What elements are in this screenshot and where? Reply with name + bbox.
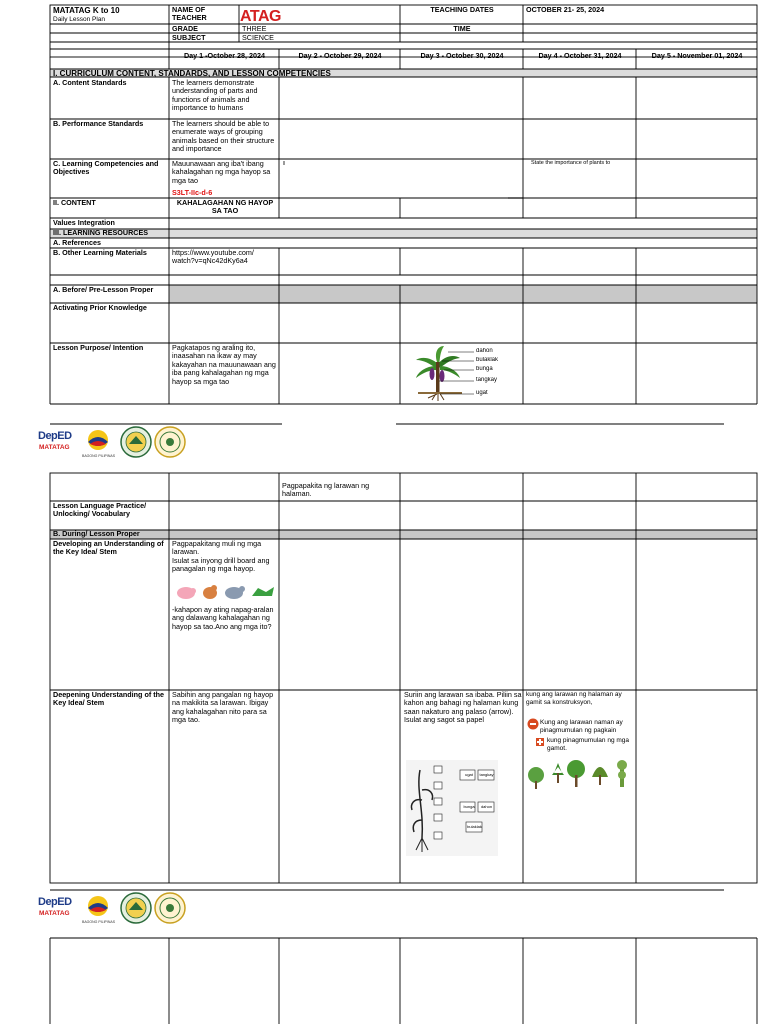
deepening-day4-c: kung pinagmumulan ng mga gamot. [547,737,630,752]
plant-label-1: dahon [476,348,493,354]
developing-day1-a: Pagpapakitang muli ng mga larawan. [172,540,262,557]
doc-type: Daily Lesson Plan [53,16,106,23]
division-seal-icon [154,892,186,924]
grade-label: GRADE [172,25,198,33]
bagong-pilipinas-text: BAGONG PILIPINAS [82,454,116,458]
plant-label-4: tangkay [476,377,498,383]
deepening-day3: Suriin ang larawan sa ibaba. Piliin sa kahon ang bahagi ng halaman kung saan nakaturo ang palaso (arrow). Isulat ang sagot sa papel [404,691,522,725]
section-3-heading: III. LEARNING RESOURCES [53,229,149,237]
worksheet-label-5: bulaklak [467,824,482,829]
deepening-day1: Sabihin ang pangalan ng hayop na makikita sa larawan. Ibigay ang kahalagahan nito para sa mga tao. [172,691,274,725]
subject-label: SUBJECT [172,34,206,42]
plant-types-illustration [526,755,634,791]
plant-label-3: bunga [476,366,493,372]
performance-standards-label: B. Performance Standards [53,120,144,128]
school-seal-icon [120,426,152,458]
bagong-pilipinas-logo [82,894,114,922]
teaching-dates-value: OCTOBER 21- 25, 2024 [526,6,605,14]
plant-label-5: ugat [476,390,488,396]
language-practice-label: Lesson Language Practice/ Unlocking/ Vocabulary [53,502,147,519]
grade-value: THREE [242,25,267,33]
competencies-day1: Mauunawaan ang iba't ibang kahalagahan ng mga hayop sa mga tao [172,160,271,185]
worksheet-label-3: bunga [463,804,475,809]
school-seal-icon [120,892,152,924]
performance-standards-day1: The learners should be able to enumerate ways of grouping animals based on their structure and importance [172,120,275,154]
during-lesson-label: B. During/ Lesson Proper [53,530,140,538]
division-seal-icon [154,426,186,458]
values-integration-label: Values Integration [53,219,115,227]
construction-symbol-icon [527,718,539,730]
animal-icons-row [174,582,280,602]
developing-label: Developing an Understanding of the Key Idea/ Stem [53,540,164,557]
developing-day1-b: Isulat sa inyong drill board ang panagalan ng mga hayop. [172,557,270,574]
other-materials-day1: https://www.youtube.com/ watch?v=qNc42dKy6a4 [172,249,254,266]
before-lesson-label: A. Before/ Pre-Lesson Proper [53,286,154,294]
content-label: II. CONTENT [53,199,96,207]
day-3-header: Day 3 - October 30, 2024 [420,52,504,60]
day-4-header: Day 4 - October 31, 2024 [538,52,622,60]
developing-day1-c: -kahapon ay ating napag-aralan ang dalawang kahalagahan ng hayop sa tao.Ano ang mga ito? [172,606,274,631]
deepening-label: Deepening Understanding of the Key Idea/ Stem [53,691,165,708]
section-1-heading: I. CURRICULUM CONTENT, STANDARDS, AND LESSON COMPETENCIES [53,69,331,78]
references-label: A. References [53,239,101,247]
day-1-header: Day 1 -October 28, 2024 [183,52,266,60]
worksheet-label-1: ugat [465,772,473,777]
activating-knowledge-label: Activating Prior Knowledge [53,304,147,312]
bagong-pilipinas-text: BAGONG PILIPINAS [82,920,116,924]
deepening-day4-a: kung ang larawan ng halaman ay gamit sa konstruksyon, [526,691,622,706]
teaching-dates-label: TEACHING DATES [430,6,494,14]
day-5-header: Day 5 - November 01, 2024 [651,52,743,60]
worksheet-label-4: dahon [480,804,493,809]
language-day2: Pagpapakita ng larawan ng halaman. [282,482,370,499]
content-standards-day1: The learners demonstrate understanding of parts and functions of animals and importance to humans [172,79,258,113]
footer-logos-2 [38,892,188,926]
time-label: TIME [453,25,471,33]
day-2-header: Day 2 - October 29, 2024 [298,52,382,60]
competencies-day4: State the importance of plants to [531,160,611,166]
matatag-logo-text: MATATAG [39,444,70,451]
content-standards-label: A. Content Standards [53,79,127,87]
name-of-teacher-label: NAME OF TEACHER [172,6,207,22]
atag-logo-text: ATAG [240,8,281,25]
competency-code: S3LT-IIc-d-6 [172,189,213,197]
lesson-purpose-label: Lesson Purpose/ Intention [53,344,144,352]
matatag-logo-text: MATATAG [39,910,70,917]
competencies-label: C. Learning Competencies and Objectives [53,160,159,177]
plant-label-2: bulaklak [476,357,499,363]
other-materials-label: B. Other Learning Materials [53,249,147,257]
bagong-pilipinas-logo [82,428,114,456]
program-title: MATATAG K to 10 [53,6,120,15]
subject-value: SCIENCE [242,34,274,42]
deepening-day4-b: Kung ang larawan naman ay pinagmumulan ng pagkain [540,719,623,734]
content-day1: KAHALAGAHAN NG HAYOP SA TAO [176,199,274,216]
deped-logo-text: DepED [38,430,72,442]
deped-logo-text: DepED [38,896,72,908]
footer-logos-1 [38,426,188,460]
medicine-symbol-icon [535,737,545,747]
worksheet-label-2: tangkay [479,772,494,777]
lesson-purpose-day1: Pagkatapos ng araling ito, inaasahan na ikaw ay may kakayahan na mauunawaan ang iba pang kahalagahan ng mga hayop sa mga tao [172,344,276,386]
